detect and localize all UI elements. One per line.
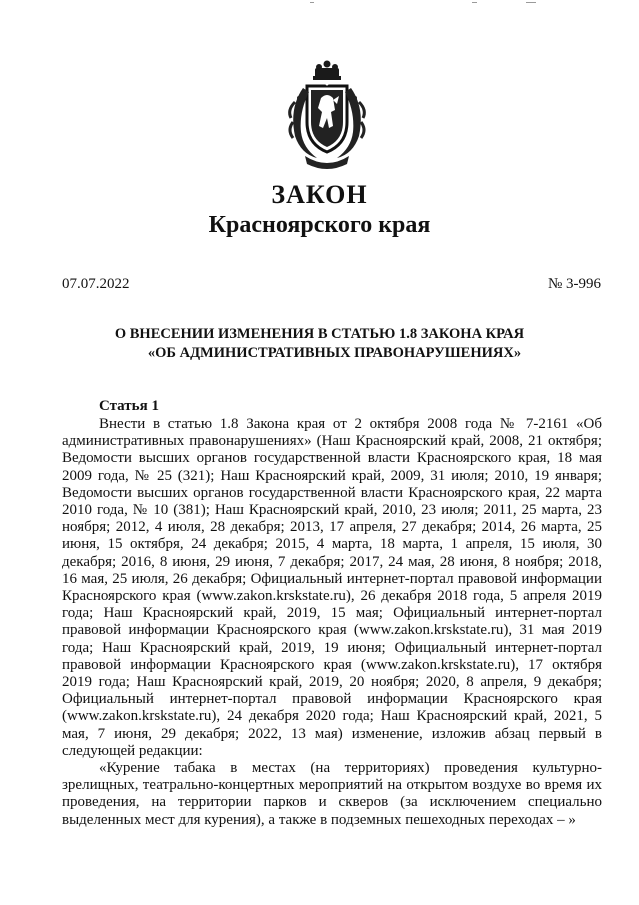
article-paragraph-2: «Курение табака в местах (на территориях) проведения культурно-зрелищных, театрально-концертных мероприятий на открытом воздухе во время их проведения, на территории парков и скверов (за исключением специально выделенных мест для курения), а также в подземных пешеходных переходах – » xyxy=(62,760,602,828)
document-number: № 3-996 xyxy=(547,276,601,292)
coat-of-arms-emblem xyxy=(283,58,371,172)
article-heading: Статья 1 xyxy=(99,398,159,414)
article-paragraph-1: Внести в статью 1.8 Закона края от 2 октября 2008 года № 7-2161 «Об административных правонарушениях» (Наш Красноярский край, 2008, 21 октября; Ведомости высших органов государственной власти Красноярского края, 18 мая 2009 года, № 25 (321); Наш Красноярский край, 2009, 31 июля; 2010, 19 января; Ведомости высших органов государственной власти Красноярского края, 22 марта 2010 года, № 10 (381); Наш Красноярский край, 2010, 23 июля; 2011, 25 марта, 23 ноября; 2012, 4 июля, 28 декабря; 2013, 17 апреля, 27 декабря; 2014, 26 марта, 25 июня, 15 октября, 24 декабря; 2015, 4 марта, 18 марта, 1 апреля, 15 июля, 30 декабря; 2016, 8 июня, 29 июня, 7 декабря; 2017, 24 мая, 28 июня, 8 ноября; 2018, 16 мая, 25 июля, 26 декабря; Официальный интернет-портал правовой информации Красноярского края (www.zakon.krskstate.ru), 26 декабря 2018 года, 5 апреля 2019 года; Наш Красноярский край, 2019, 15 мая; Официальный интернет-портал правовой информации Красноярского края (www.zakon.krskstate.ru), 31 мая 2019 года; Наш Красноярский край, 2019, 19 июня; Официальный интернет-портал правовой информации Красноярского края (www.zakon.krskstate.ru), 17 октября 2019 года; Наш Красноярский край, 2019, 20 ноября; 2020, 8 апреля, 9 декабря; Официальный интернет-портал правовой информации Красноярского края (www.zakon.krskstate.ru), 24 декабря 2020 года; Наш Красноярский край, 2021, 5 мая, 7 июня, 29 декабря; 2022, 13 мая) изменение, изложив абзац первый в следующей редакции: xyxy=(62,416,602,759)
scan-artifact xyxy=(310,2,314,3)
document-title-line-1: О ВНЕСЕНИИ ИЗМЕНЕНИЯ В СТАТЬЮ 1.8 ЗАКОНА КРАЯ xyxy=(114,326,525,342)
document-date: 07.07.2022 xyxy=(62,276,130,292)
scan-artifact xyxy=(472,2,477,3)
article-body xyxy=(62,416,602,829)
document-type-heading: ЗАКОН xyxy=(271,180,368,209)
document-title-line-2: «ОБ АДМИНИСТРАТИВНЫХ ПРАВОНАРУШЕНИЯХ» xyxy=(147,345,522,361)
document-region-heading: Красноярского края xyxy=(208,212,431,238)
scan-artifact xyxy=(526,2,536,3)
